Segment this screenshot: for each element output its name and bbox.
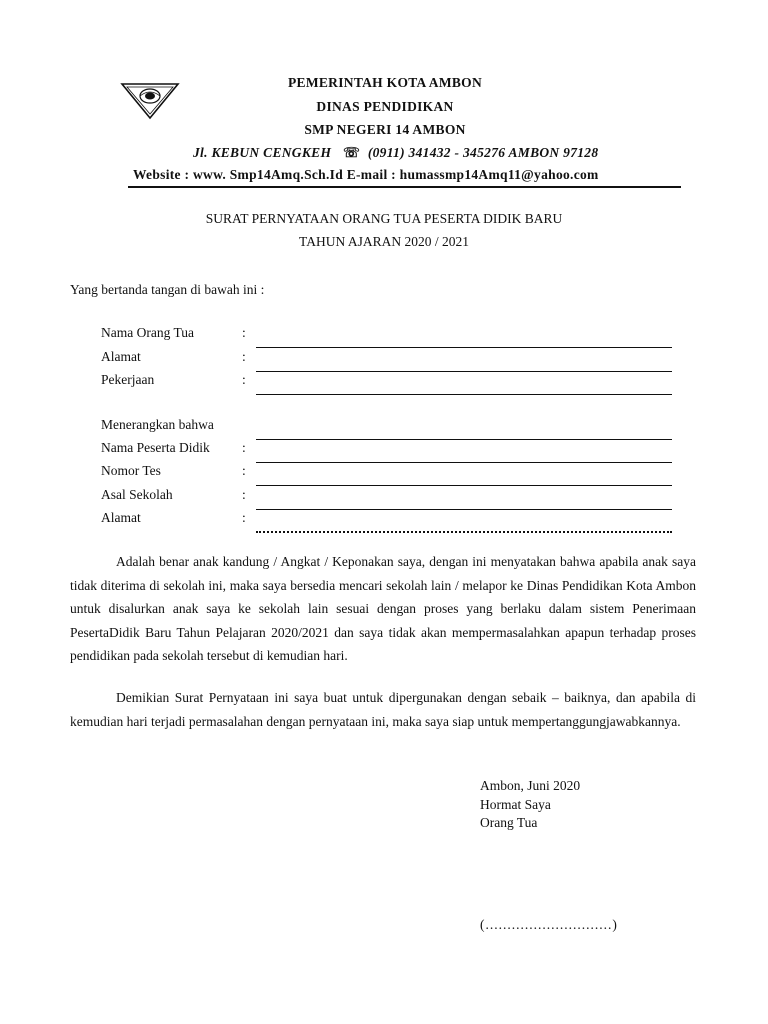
letterhead-divider — [128, 186, 681, 188]
signature-name-placeholder[interactable]: (.............................) — [480, 917, 618, 932]
field-label-parent-address: Alamat — [101, 349, 141, 364]
field-colon: : — [242, 440, 246, 455]
signature-role: Orang Tua — [480, 815, 538, 830]
origin-school-line[interactable] — [256, 509, 672, 510]
field-label-parent-job: Pekerjaan — [101, 372, 155, 387]
field-label-origin-school: Asal Sekolah — [101, 487, 173, 502]
letter-title: SURAT PERNYATAAN ORANG TUA PESERTA DIDIK BARU — [205, 211, 563, 226]
menerangkan-label: Menerangkan bahwa — [101, 417, 214, 432]
field-colon: : — [242, 349, 246, 364]
field-colon: : — [242, 463, 246, 478]
kop-address-street: Jl. KEBUN CENGKEH — [193, 145, 332, 160]
field-colon: : — [242, 487, 246, 502]
field-label-parent-name: Nama Orang Tua — [101, 325, 194, 340]
closing-paragraph: Demikian Surat Pernyataan ini saya buat untuk dipergunakan dengan sebaik – baiknya, dan apabila di kemudian hari terjadi permasalahan dengan pernyataan ini, maka saya siap untuk mempertanggungjawabkannya. — [70, 690, 696, 729]
intro-text: Yang bertanda tangan di bawah ini : — [70, 282, 265, 297]
kop-line-3: SMP NEGERI 14 AMBON — [304, 122, 466, 137]
signature-place-date: Ambon, Juni 2020 — [480, 778, 581, 793]
signature-closing: Hormat Saya — [480, 797, 551, 812]
statement-paragraph: Adalah benar anak kandung / Angkat / Keponakan saya, dengan ini menyatakan bahwa apabila anak saya tidak diterima di sekolah ini, maka saya bersedia mencari sekolah lain / melapor ke Dinas Pendidikan Kota Ambon untuk disalurkan anak saya ke sekolah lain sesuai dengan proses yang berlaku dalam sistem Penerimaan PesertaDidik Baru Tahun Pelajaran 2020/2021 dan saya tidak akan mempermasalahkan apapun terhadap proses pendidikan pada sekolah tersebut di kemudian hari. — [70, 554, 696, 663]
field-label-test-number: Nomor Tes — [101, 463, 161, 478]
parent-name-line[interactable] — [256, 347, 672, 348]
telephone-icon: ☏ — [342, 145, 361, 160]
kop-contact: Website : www. Smp14Amq.Sch.Id E-mail : humassmp14Amq11@yahoo.com — [133, 167, 599, 182]
student-name-line[interactable] — [256, 462, 672, 463]
field-colon: : — [242, 325, 246, 340]
kop-address — [193, 145, 598, 161]
field-label-student-address: Alamat — [101, 510, 141, 525]
field-colon: : — [242, 510, 246, 525]
kop-address-phone: (0911) 341432 - 345276 AMBON 97128 — [367, 145, 599, 160]
student-name-line-top[interactable] — [256, 439, 672, 440]
kop-line-2: DINAS PENDIDIKAN — [316, 99, 454, 114]
test-number-line[interactable] — [256, 485, 672, 486]
kop-line-1: PEMERINTAH KOTA AMBON — [287, 75, 483, 90]
field-colon: : — [242, 372, 246, 387]
field-label-student-name: Nama Peserta Didik — [101, 440, 210, 455]
student-address-line[interactable] — [256, 531, 672, 533]
letter-subtitle: TAHUN AJARAN 2020 / 2021 — [299, 234, 469, 249]
parent-job-line[interactable] — [256, 394, 672, 395]
emblem-logo-icon — [118, 78, 182, 120]
parent-address-line[interactable] — [256, 371, 672, 372]
